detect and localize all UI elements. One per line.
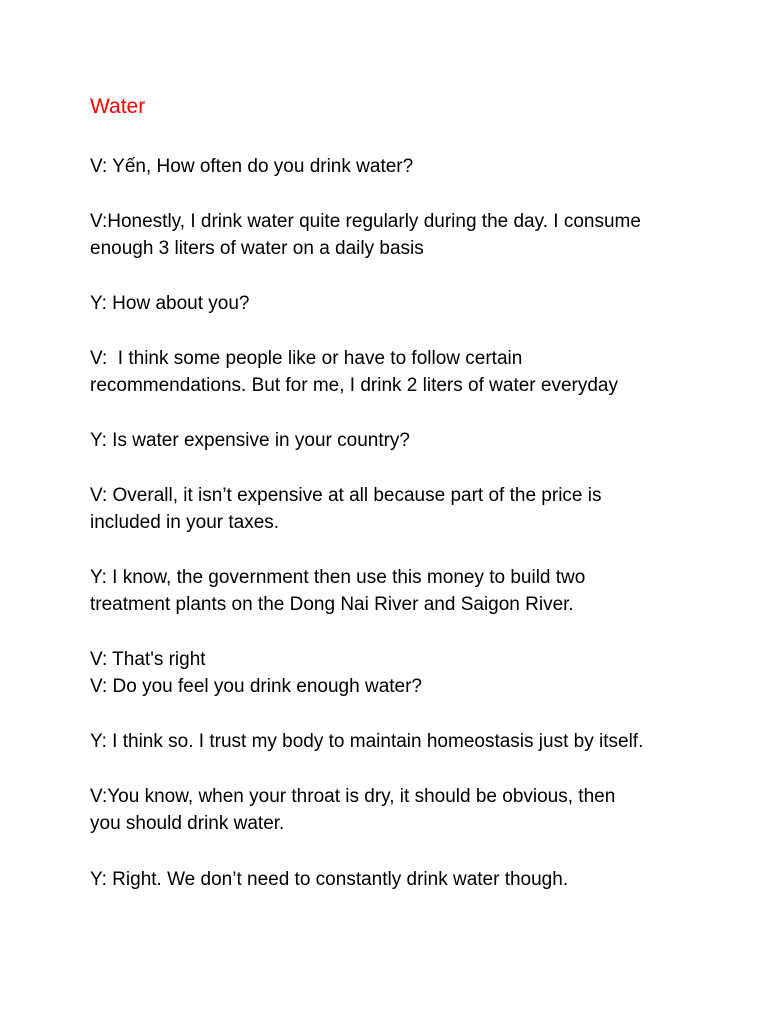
text-line: included in your taxes. [90, 512, 280, 534]
text-line: Y: Is water expensive in your country? [90, 430, 410, 451]
text-line: V: Do you feel you drink enough water? [90, 676, 422, 698]
text-line: V:You know, when your throat is dry, it should be obvious, then [90, 786, 616, 807]
paragraph [90, 646, 695, 701]
text-line: Y: I know, the government then use this money to build two [90, 567, 586, 588]
paragraph [90, 208, 695, 263]
text-line: treatment plants on the Dong Nai River and Saigon River. [90, 594, 574, 616]
paragraph [90, 427, 695, 454]
text-line: you should drink water. [90, 813, 285, 835]
text-line: enough 3 liters of water on a daily basis [90, 238, 424, 260]
paragraph [90, 866, 695, 893]
paragraph [90, 783, 695, 838]
text-line: recommendations. But for me, I drink 2 liters of water everyday [90, 375, 618, 397]
paragraph [90, 290, 695, 317]
text-line: V: I think some people like or have to follow certain [90, 348, 523, 369]
text-line: Y: How about you? [90, 293, 250, 314]
text-line: V: That's right [90, 649, 206, 670]
paragraph [90, 345, 695, 400]
text-line: V: Yến, How often do you drink water? [90, 156, 414, 177]
text-line: Y: Right. We don’t need to constantly drink water though. [90, 869, 569, 890]
text-line: Y: I think so. I trust my body to maintain homeostasis just by itself. [90, 731, 644, 752]
paragraph [90, 564, 695, 619]
paragraph [90, 153, 695, 180]
paragraph [90, 482, 695, 537]
paragraph [90, 728, 695, 755]
text-line: V: Overall, it isn’t expensive at all because part of the price is [90, 485, 602, 506]
text-line: V:Honestly, I drink water quite regularly during the day. I consume [90, 211, 641, 232]
document-title: Water [90, 95, 146, 118]
